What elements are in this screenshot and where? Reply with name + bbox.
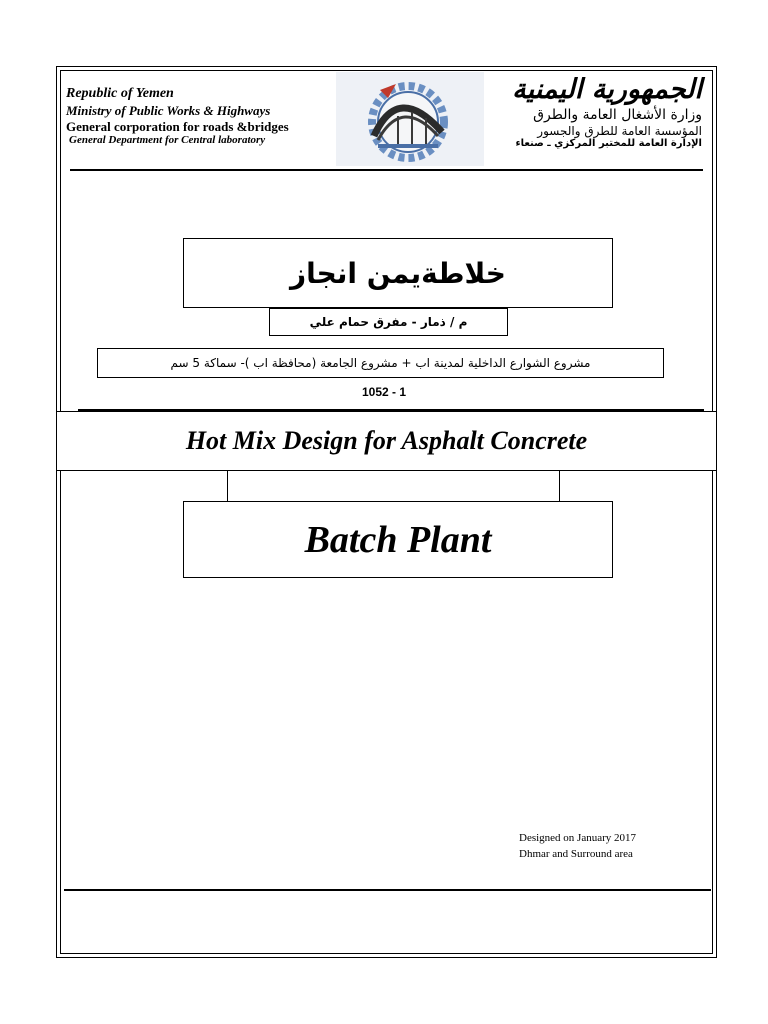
header-corporation-ar: المؤسسة العامة للطرق والجسور bbox=[537, 124, 702, 138]
header-republic-ar: الجمهورية اليمنية bbox=[512, 74, 702, 105]
design-area: Dhmar and Surround area bbox=[519, 848, 633, 860]
document-title: Hot Mix Design for Asphalt Concrete bbox=[185, 426, 588, 455]
header-ministry-ar: وزارة الأشغال العامة والطرق bbox=[533, 107, 702, 123]
header-republic-en: Republic of Yemen bbox=[66, 86, 174, 101]
design-date: Designed on January 2017 bbox=[519, 832, 637, 844]
header-divider bbox=[70, 169, 703, 171]
header-department-en: General Department for Central laboratory bbox=[69, 134, 266, 146]
header-department-ar: الإدارة العامة للمختبر المركزي ـ صنعاء bbox=[515, 138, 702, 149]
bridge-gear-emblem-icon bbox=[336, 72, 484, 166]
plant-type-box bbox=[183, 501, 613, 578]
project-box bbox=[97, 348, 664, 378]
document-title-band bbox=[56, 411, 717, 471]
title-connector bbox=[227, 471, 560, 502]
project-description: مشروع الشوارع الداخلية لمدينة اب + مشروع الجامعة (محافظة اب )- سماكة 5 سم bbox=[170, 356, 591, 370]
contractor-box bbox=[183, 238, 613, 308]
footer-divider bbox=[64, 889, 711, 891]
location-text: م / ذمار - مفرق حمام علي bbox=[309, 315, 468, 329]
project-code: 1052 - 1 bbox=[361, 385, 407, 399]
contractor-name: خلاطةيمن انجاز bbox=[290, 256, 506, 290]
plant-type: Batch Plant bbox=[304, 518, 492, 561]
header-ministry-en: Ministry of Public Works & Highways bbox=[66, 103, 271, 118]
design-note bbox=[519, 830, 636, 862]
header-corporation-en: General corporation for roads &bridges bbox=[66, 119, 289, 134]
location-box bbox=[269, 308, 508, 336]
